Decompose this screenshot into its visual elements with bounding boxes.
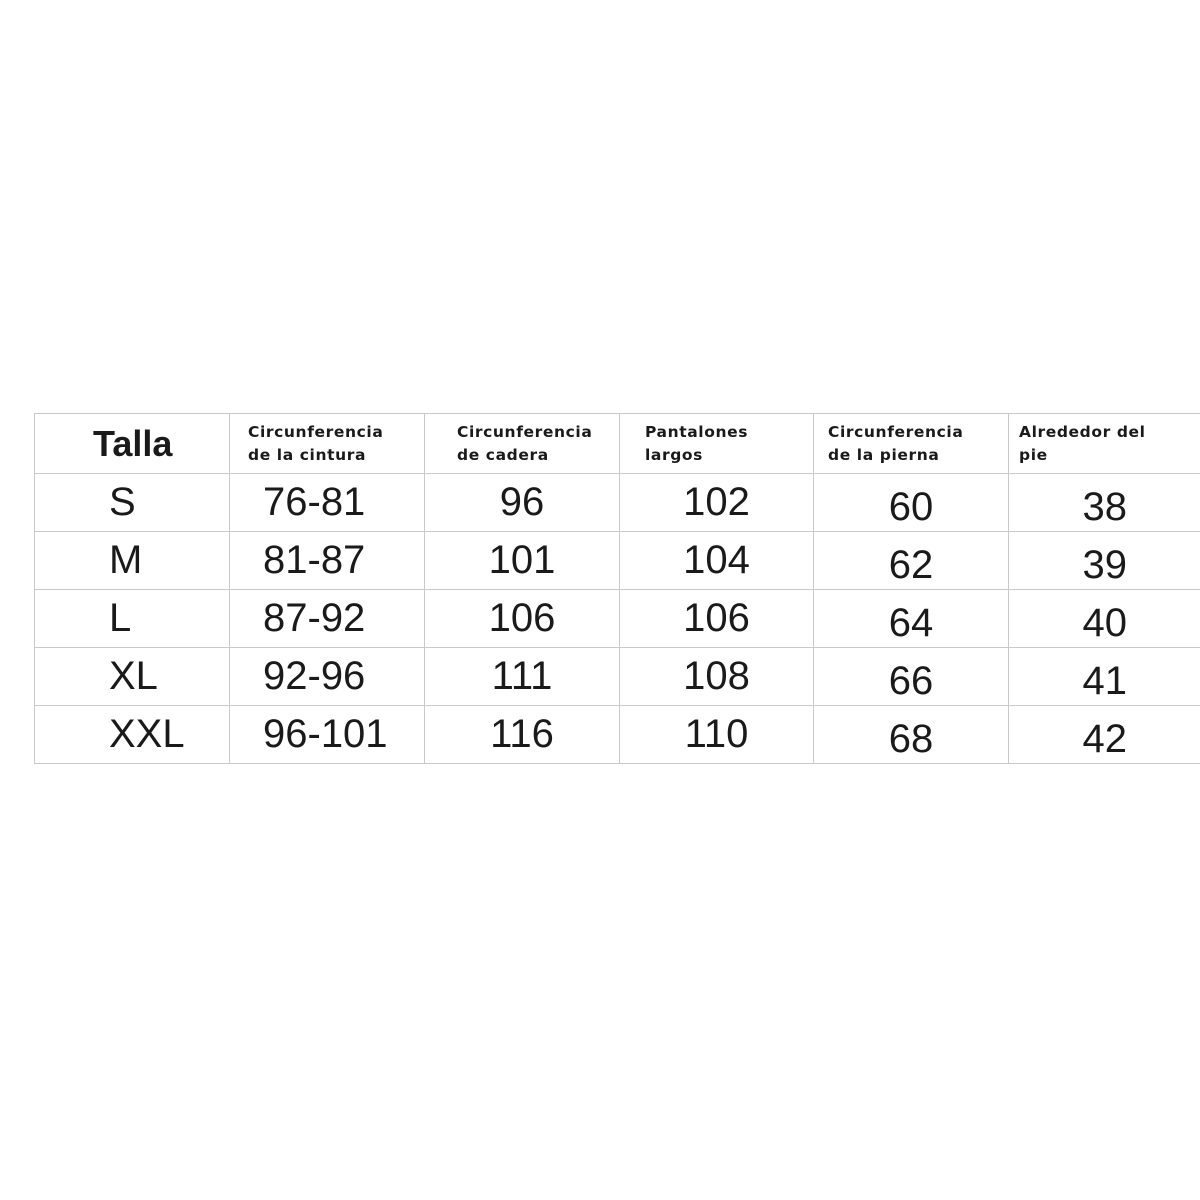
foot-cell: 41 xyxy=(1009,648,1200,706)
hip-cell: 96 xyxy=(425,474,620,532)
hip-cell: 111 xyxy=(425,648,620,706)
header-line: Circunferencia xyxy=(457,422,593,441)
header-line: de cadera xyxy=(457,445,549,464)
length-cell: 106 xyxy=(620,590,814,648)
size-cell: M xyxy=(35,532,230,590)
hip-cell: 106 xyxy=(425,590,620,648)
leg-cell: 66 xyxy=(814,648,1009,706)
size-cell: XXL xyxy=(35,706,230,764)
foot-cell: 40 xyxy=(1009,590,1200,648)
leg-cell: 60 xyxy=(814,474,1009,532)
waist-cell: 87-92 xyxy=(230,590,425,648)
table-row xyxy=(35,706,1200,764)
leg-cell: 64 xyxy=(814,590,1009,648)
size-chart-table xyxy=(34,413,1200,764)
header-foot-opening xyxy=(1009,414,1200,474)
hip-cell: 116 xyxy=(425,706,620,764)
table-row xyxy=(35,590,1200,648)
header-line: Alrededor del xyxy=(1019,422,1146,441)
waist-cell: 81-87 xyxy=(230,532,425,590)
table-row xyxy=(35,648,1200,706)
header-line: Pantalones xyxy=(645,422,749,441)
length-cell: 104 xyxy=(620,532,814,590)
foot-cell: 42 xyxy=(1009,706,1200,764)
header-line: de la cintura xyxy=(248,445,367,464)
header-size: Talla xyxy=(35,414,230,474)
leg-cell: 68 xyxy=(814,706,1009,764)
foot-cell: 38 xyxy=(1009,474,1200,532)
size-cell: L xyxy=(35,590,230,648)
table-row xyxy=(35,474,1200,532)
waist-cell: 92-96 xyxy=(230,648,425,706)
header-line: pie xyxy=(1019,445,1048,464)
waist-cell: 96-101 xyxy=(230,706,425,764)
header-line: Circunferencia xyxy=(248,422,384,441)
size-cell: XL xyxy=(35,648,230,706)
length-cell: 102 xyxy=(620,474,814,532)
foot-cell: 39 xyxy=(1009,532,1200,590)
header-line: largos xyxy=(645,445,703,464)
length-cell: 108 xyxy=(620,648,814,706)
size-cell: S xyxy=(35,474,230,532)
table-row xyxy=(35,532,1200,590)
hip-cell: 101 xyxy=(425,532,620,590)
header-line: de la pierna xyxy=(828,445,940,464)
length-cell: 110 xyxy=(620,706,814,764)
header-hip-circumference xyxy=(425,414,620,474)
header-line: Circunferencia xyxy=(828,422,964,441)
header-row xyxy=(35,414,1200,474)
header-leg-circumference xyxy=(814,414,1009,474)
header-waist-circumference xyxy=(230,414,425,474)
waist-cell: 76-81 xyxy=(230,474,425,532)
header-pants-length xyxy=(620,414,814,474)
leg-cell: 62 xyxy=(814,532,1009,590)
